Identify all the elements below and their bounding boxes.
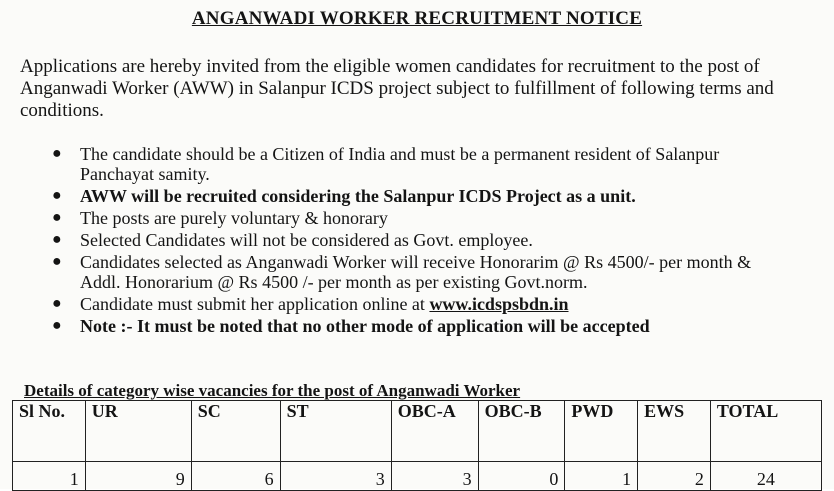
bullet-icon: ●	[52, 295, 62, 312]
header-cell: TOTAL	[710, 401, 821, 462]
table-cell: 2	[638, 462, 711, 491]
table-cell: 6	[191, 462, 280, 491]
list-item	[52, 186, 782, 206]
header-cell: SC	[191, 401, 280, 462]
condition-text: The posts are purely voluntary & honorary	[80, 208, 388, 228]
header-cell: UR	[85, 401, 191, 462]
header-cell: Sl No.	[13, 401, 86, 462]
bullet-icon: ●	[52, 317, 62, 334]
table-cell: 1	[13, 462, 86, 491]
vacancy-table-heading: Details of category wise vacancies for the post of Anganwadi Worker	[24, 381, 521, 400]
list-item	[52, 230, 782, 250]
notice-intro: Applications are hereby invited from the eligible women candidates for recruitment to the post of Anganwadi Worker (AWW) in Salanpur ICDS project subject to fulfillment of following terms and conditions.	[20, 56, 774, 121]
condition-text: Candidates selected as Anganwadi Worker will receive Honorarim @ Rs 4500/- per month & Addl. Honorarium @ Rs 4500 /- per month as per existing Govt.norm.	[80, 252, 752, 292]
condition-text: The candidate should be a Citizen of India and must be a permanent resident of Salanpur Panchayat samity.	[80, 144, 720, 184]
list-item	[52, 144, 782, 184]
table-cell: 0	[478, 462, 565, 491]
list-item	[52, 294, 782, 314]
bullet-icon: ●	[52, 209, 62, 226]
table-cell: 3	[280, 462, 391, 491]
condition-text: AWW will be recruited considering the Salanpur ICDS Project as a unit.	[80, 186, 636, 206]
list-item	[52, 316, 782, 336]
website-link[interactable]: www.icdspsbdn.in	[429, 294, 569, 314]
bullet-icon: ●	[52, 231, 62, 248]
table-cell: 1	[565, 462, 638, 491]
table-header-row	[13, 401, 822, 462]
note-text: Note :- It must be noted that no other mode of application will be accepted	[80, 316, 650, 336]
table-cell: 24	[710, 462, 821, 491]
bullet-icon: ●	[52, 187, 62, 204]
header-cell: OBC-B	[478, 401, 565, 462]
header-cell: PWD	[565, 401, 638, 462]
list-item	[52, 208, 782, 228]
condition-text: Candidate must submit her application online at	[80, 294, 425, 314]
header-cell: OBC-A	[391, 401, 478, 462]
table-cell: 9	[85, 462, 191, 491]
table-row	[13, 462, 822, 491]
bullet-icon: ●	[52, 145, 62, 162]
header-cell: EWS	[638, 401, 711, 462]
table-cell: 3	[391, 462, 478, 491]
notice-title: ANGANWADI WORKER RECRUITMENT NOTICE	[191, 8, 643, 29]
vacancy-table	[12, 400, 822, 491]
header-cell: ST	[280, 401, 391, 462]
list-item	[52, 252, 782, 292]
conditions-list	[52, 144, 782, 338]
bullet-icon: ●	[52, 253, 62, 270]
condition-text: Selected Candidates will not be considered as Govt. employee.	[80, 230, 533, 250]
